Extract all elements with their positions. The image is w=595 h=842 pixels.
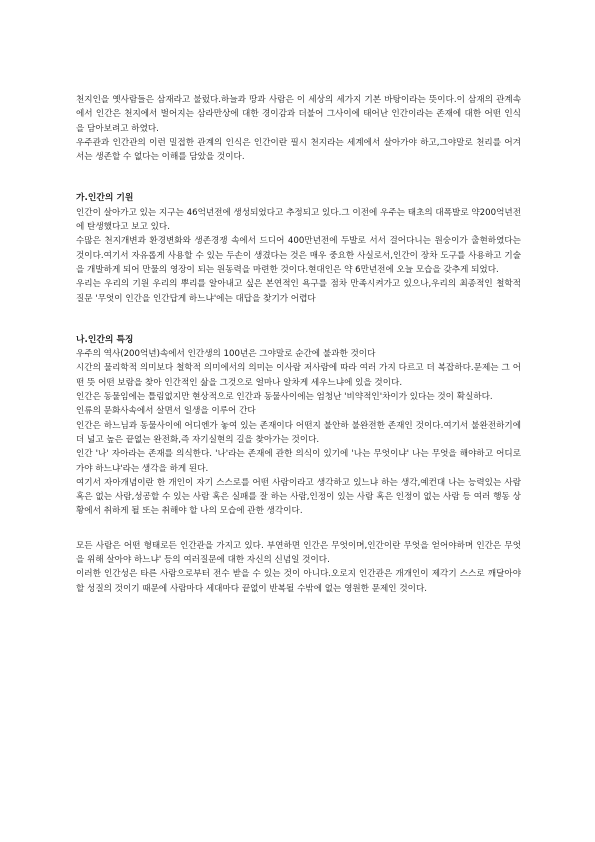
section-b-paragraph-2: 시간의 물리학적 의미보다 철학적 의미에서의 의미는 이사람 저사람에 따라 여러 가지 다르고 더 복잡하다.문제는 그 어떤 뜻 어떤 보람을 찾아 인간적인 삶을 그것으로 얼마나 알차게 세우느냐에 있을 것이다.	[76, 363, 521, 388]
section-a-paragraph-1: 인간이 살아가고 있는 지구는 46억년전에 생성되었다고 추정되고 있다.그 이전에 우주는 태초의 대폭발로 약200억년전에 탄생했다고 보고 있다.	[76, 207, 521, 233]
section-b-paragraph-6: 인간 '나' 자아라는 존재를 의식한다. '나'라는 존재에 관한 의식이 있기에 '나는 무엇이냐' 나는 무엇을 해야하고 어디로 가야 하느냐'라는 생각을 하게 된다.	[76, 449, 521, 474]
section-b-paragraph-7: 여기서 자아개념이란 한 개인이 자기 스스로를 어떤 사람이라고 생각하고 있느냐 하는 생각,예컨대 나는 능력있는 사람 혹은 없는 사람,성공할 수 있는 사람 혹은 실패를 잘 하는 사람,인정이 있는 사람 혹은 인정이 없는 사람 등 여러 행동 상황에서 취하게 될 또는 취해야 할 나의 모습에 관한 생각이다.	[76, 477, 521, 517]
section-b-paragraph-5: 인간은 하느님과 동물사이에 어디엔가 놓여 있는 존재이다 어떤지 불안하 불완전한 존재인 것이다.여기서 불완전하기에 더 넓고 높은 끝없는 완전화,즉 자기실현의 길을 찾아가는 것이다.	[76, 420, 521, 445]
section-b-paragraph-3: 인간은 동물임에는 틀림없지만 현상적으로 인간과 동물사이에는 엄청난 '비약적인'차이가 있다는 것이 확실하다.	[76, 392, 493, 403]
section-a-heading: 가.인간의 기원	[76, 193, 134, 204]
section-a-paragraph-2: 수많은 천지개변과 환경변화와 생존경쟁 속에서 드디어 400만년전에 두발로 서서 걸어다니는 원숭이가 출현하였다는 것이다.여기서 자유롭게 사용할 수 있는 두손이 생겼다는 것은 매우 중요한 사실로서,인간이 장차 도구를 사용하고 기술을 개발하게 되어 만물의 영장이 되는 원동력을 마련한 것이다.현대인은 약 6만년전에 오늘 모습을 갖추게 되었다.	[76, 236, 521, 275]
section-b-paragraph-4: 인류의 문화사속에서 살면서 일생을 이루어 간다	[76, 406, 256, 417]
closing-paragraph-1: 모든 사람은 어떤 형태로든 인간관을 가지고 있다. 부연하면 인간은 무엇이며,인간이란 무엇을 얻어야하며 인간은 무엇을 위해 살아야 하느냐' 등의 여러질문에 대한 자신의 신념일 것이다.	[76, 540, 521, 566]
section-b-paragraph-1: 우주의 역사(200억년)속에서 인간생의 100년은 그야말로 순간에 불과한 것이다	[76, 349, 376, 360]
closing-paragraph-2: 이러한 인간성은 타른 사람으로부터 전수 받을 수 있는 것이 아니다.오로지 인간관은 개개인이 제각기 스스로 깨달아야 할 성질의 것이기 때문에 사람마다 세대마다 끝없이 반복될 수밖에 없는 영원한 문제인 것이다.	[76, 569, 521, 594]
intro-paragraph-2: 우주관과 인간관의 이런 밀접한 관계의 인식은 인간이란 필시 천지라는 세계에서 살아가야 하고,그야말로 천리를 어겨서는 생존할 수 없다는 이해를 담았을 것이다.	[76, 137, 521, 163]
section-a-paragraph-3: 우리는 우리의 기원 우리의 뿌리를 알아내고 싶은 본연적인 욕구를 점차 만족시켜가고 있으나,우리의 최종적인 철학적 질문 '무엇이 인간을 인간답게 하느냐'에는 대답을 찾기가 어렵다	[76, 279, 521, 304]
document-body	[76, 93, 521, 596]
intro-paragraph-1: 천지인을 옛사람들은 삼재라고 불렀다.하늘과 땅과 사람은 이 세상의 세가지 기본 바탕이라는 뜻이다.이 삼재의 관계속에서 인간은 천지에서 벌어지는 삼라만상에 대한 경이감과 더불어 그사이에 태어난 인간이라는 존재에 대한 어떤 인식을 담아보려고 하였다.	[76, 95, 521, 134]
section-b-heading: 나.인간의 특징	[76, 334, 134, 345]
